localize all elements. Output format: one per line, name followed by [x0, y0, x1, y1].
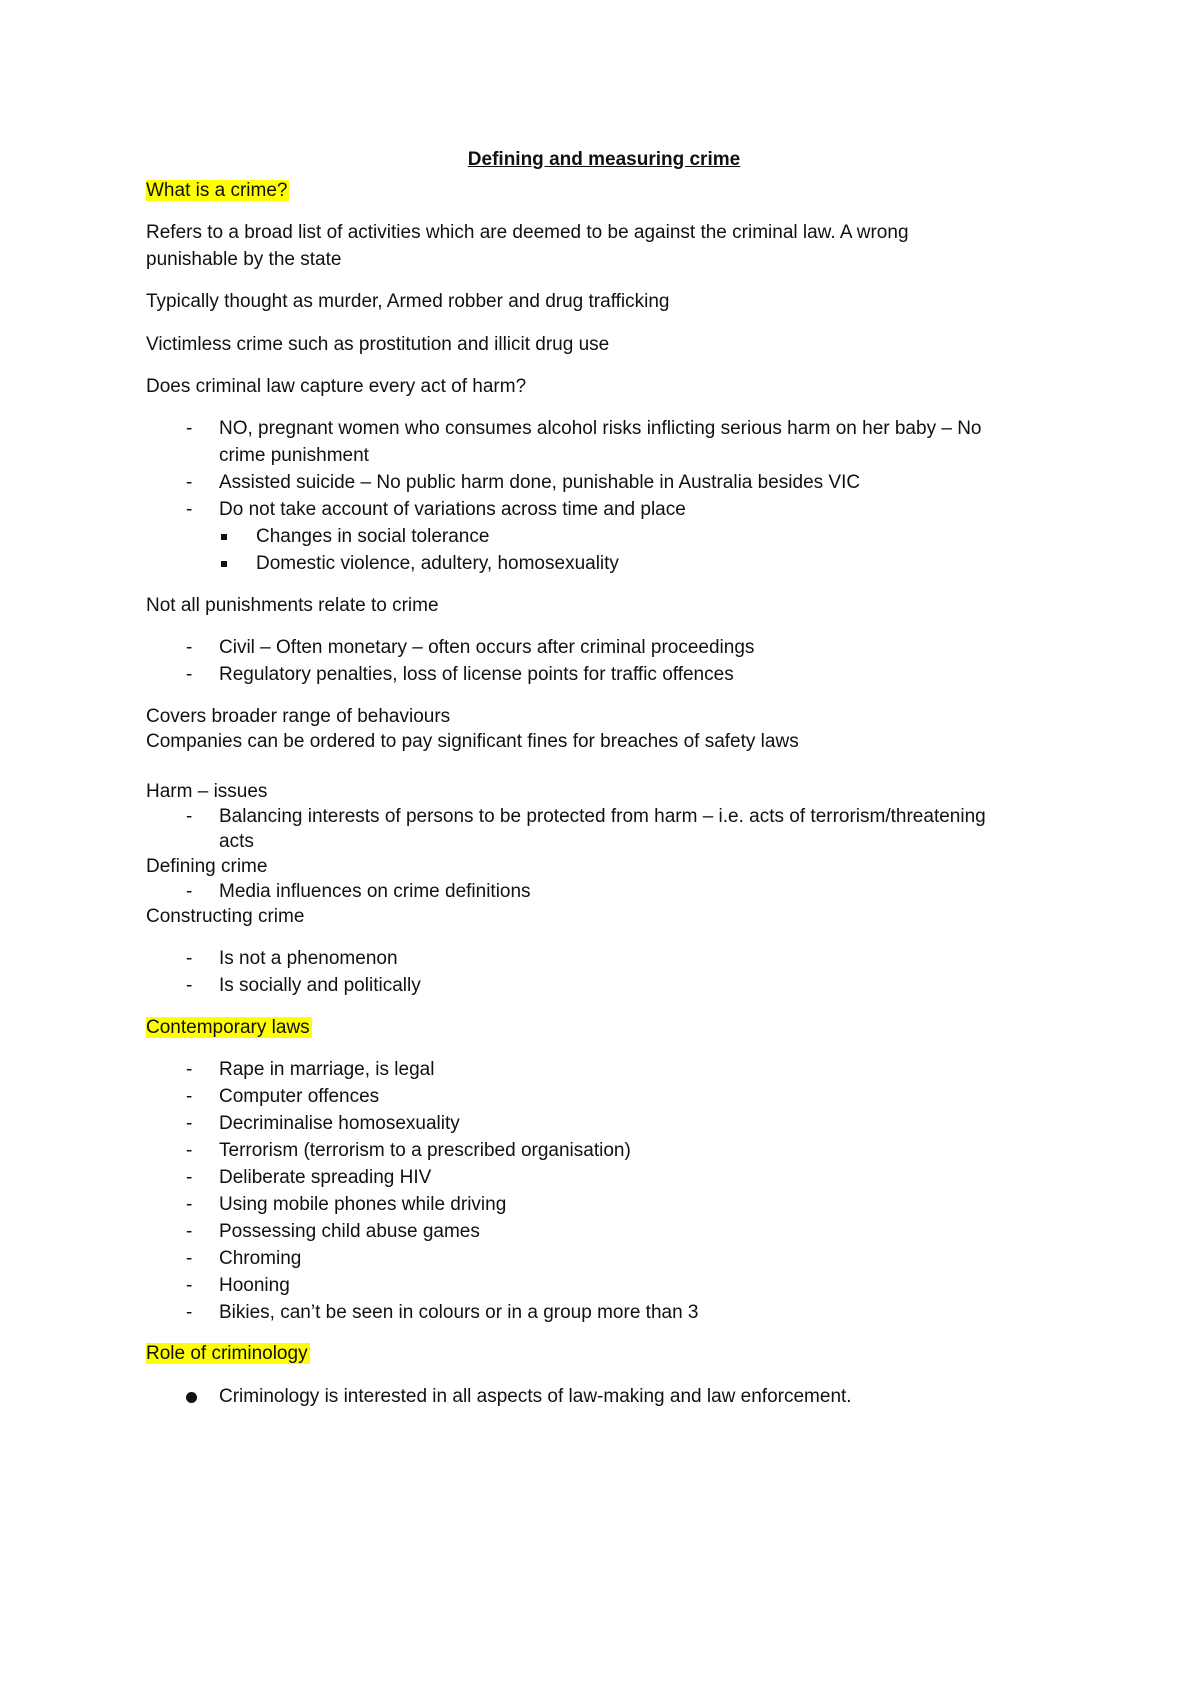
dash-marker: - — [186, 1086, 193, 1107]
dash-marker: - — [186, 637, 193, 658]
dash-marker: - — [186, 1302, 193, 1323]
dash-marker: - — [186, 1248, 193, 1269]
dash-marker: - — [186, 418, 193, 439]
paragraph-defining-crime: Defining crime — [146, 856, 268, 877]
list-item: Hooning — [219, 1275, 290, 1296]
list-item: Deliberate spreading HIV — [219, 1167, 432, 1188]
paragraph-typical-crimes: Typically thought as murder, Armed robber and drug trafficking — [146, 291, 670, 312]
paragraph-definition-line1: Refers to a broad list of activities which are deemed to be against the criminal law. A wrong — [146, 222, 909, 243]
section-heading-role-of-criminology: Role of criminology — [146, 1343, 308, 1364]
list-item-continuation: crime punishment — [219, 445, 369, 466]
document-title: Defining and measuring crime — [467, 149, 741, 170]
sub-list-item: Domestic violence, adultery, homosexuality — [256, 553, 619, 574]
list-item: Assisted suicide – No public harm done, punishable in Australia besides VIC — [219, 472, 861, 493]
paragraph-punishments: Not all punishments relate to crime — [146, 595, 439, 616]
list-item: Using mobile phones while driving — [219, 1194, 507, 1215]
paragraph-question: Does criminal law capture every act of harm? — [146, 376, 527, 397]
list-item: Possessing child abuse games — [219, 1221, 480, 1242]
dash-marker: - — [186, 472, 193, 493]
list-item: Chroming — [219, 1248, 302, 1269]
dash-marker: - — [186, 975, 193, 996]
list-item: Bikies, can’t be seen in colours or in a group more than 3 — [219, 1302, 699, 1323]
dash-marker: - — [186, 948, 193, 969]
dash-marker: - — [186, 1221, 193, 1242]
list-item: Do not take account of variations across time and place — [219, 499, 686, 520]
list-item: NO, pregnant women who consumes alcohol risks inflicting serious harm on her baby – No — [219, 418, 982, 439]
dash-marker: - — [186, 1167, 193, 1188]
paragraph-victimless-crime: Victimless crime such as prostitution and illicit drug use — [146, 334, 610, 355]
dash-marker: - — [186, 1059, 193, 1080]
list-item: Is not a phenomenon — [219, 948, 398, 969]
dash-marker: - — [186, 806, 193, 827]
dash-marker: - — [186, 664, 193, 685]
dash-marker: - — [186, 499, 193, 520]
section-heading-contemporary-laws: Contemporary laws — [146, 1017, 310, 1038]
dash-marker: - — [186, 1113, 193, 1134]
list-item: Civil – Often monetary – often occurs after criminal proceedings — [219, 637, 755, 658]
list-item: Balancing interests of persons to be protected from harm – i.e. acts of terrorism/threatening — [219, 806, 986, 827]
list-item: Terrorism (terrorism to a prescribed organisation) — [219, 1140, 631, 1161]
dash-marker: - — [186, 1140, 193, 1161]
square-bullet-icon — [221, 534, 227, 540]
paragraph-companies-fines: Companies can be ordered to pay significant fines for breaches of safety laws — [146, 731, 799, 752]
list-item: Criminology is interested in all aspects of law-making and law enforcement. — [219, 1386, 852, 1407]
dash-marker: - — [186, 1275, 193, 1296]
list-item: Media influences on crime definitions — [219, 881, 531, 902]
paragraph-definition-line2: punishable by the state — [146, 249, 342, 270]
round-bullet-icon — [186, 1392, 197, 1403]
paragraph-constructing-crime: Constructing crime — [146, 906, 305, 927]
list-item: Is socially and politically — [219, 975, 421, 996]
sub-list-item: Changes in social tolerance — [256, 526, 490, 547]
dash-marker: - — [186, 1194, 193, 1215]
paragraph-broader-range: Covers broader range of behaviours — [146, 706, 451, 727]
square-bullet-icon — [221, 561, 227, 567]
list-item: Rape in marriage, is legal — [219, 1059, 435, 1080]
dash-marker: - — [186, 881, 193, 902]
section-heading-what-is-crime: What is a crime? — [146, 180, 288, 201]
list-item: Decriminalise homosexuality — [219, 1113, 460, 1134]
list-item-continuation: acts — [219, 831, 254, 852]
list-item: Regulatory penalties, loss of license points for traffic offences — [219, 664, 734, 685]
paragraph-harm-issues: Harm – issues — [146, 781, 268, 802]
list-item: Computer offences — [219, 1086, 380, 1107]
